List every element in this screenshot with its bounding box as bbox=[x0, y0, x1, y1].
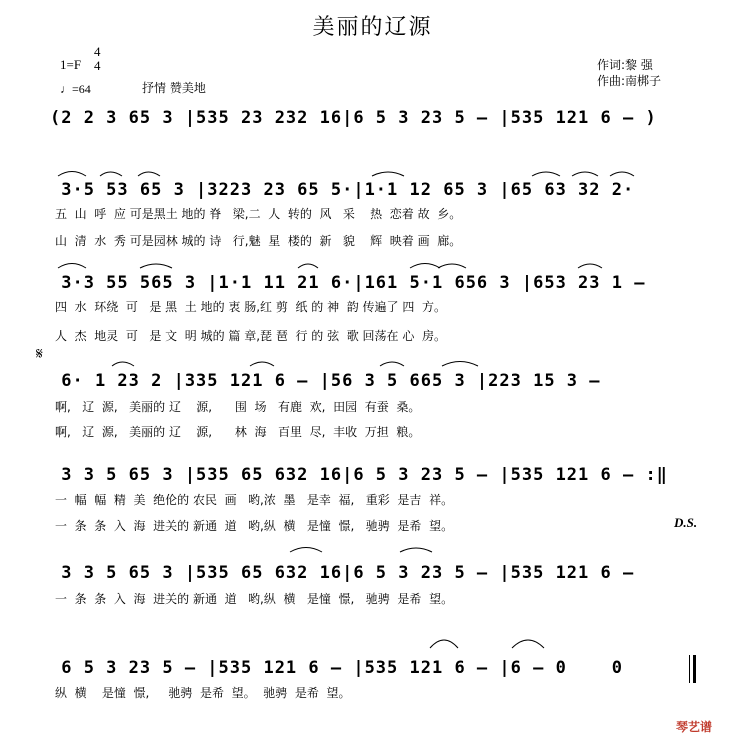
lyricist-credit: 作词:黎 强 bbox=[597, 58, 653, 72]
key-signature: 1=F bbox=[60, 57, 82, 72]
slur-mark bbox=[298, 264, 318, 268]
slur-mark bbox=[58, 172, 86, 177]
lyric-line-4b: 一 条 条 入 海 进关的 新通 道 哟,纵 横 是憧 憬, 驰骋 是希 望。 bbox=[55, 519, 454, 533]
notation-row-3: 6· 1 23 2 |335 121 6 – |56 3 5 665 3 |223 15 3 – bbox=[50, 371, 601, 391]
slur-mark bbox=[290, 548, 322, 553]
lyric-line-2b: 人 杰 地灵 可 是 文 明 城的 篇 章,琵 琶 行 的 弦 歌 回荡在 心 房。 bbox=[55, 329, 446, 343]
expression-marking: 抒情 赞美地 bbox=[142, 81, 206, 95]
slur-mark bbox=[512, 640, 544, 648]
notation-row-1: 3·5 53 65 3 |3223 23 65 5·|1·1 12 65 3 |65 63 32 2· bbox=[50, 180, 635, 200]
slur-mark bbox=[250, 362, 274, 366]
slur-mark bbox=[372, 172, 404, 176]
lyric-line-3a: 啊, 辽 源, 美丽的 辽 源, 围 场 有鹿 欢, 田园 有蚕 桑。 bbox=[55, 400, 421, 414]
slur-mark bbox=[430, 640, 458, 648]
notation-row-6: 6 5 3 23 5 – |535 121 6 – |535 121 6 – |6 – 0 0 bbox=[50, 658, 623, 678]
lyric-line-6a: 纵 横 是憧 憬, 驰骋 是希 望。 驰骋 是希 望。 bbox=[55, 686, 351, 700]
notation-row-5: 3 3 5 65 3 |535 65 632 16|6 5 3 23 5 – |535 121 6 – bbox=[50, 563, 635, 583]
slur-mark bbox=[400, 548, 432, 552]
quarter-note-icon: ♩ bbox=[60, 82, 72, 96]
slur-mark bbox=[442, 362, 478, 367]
slur-mark bbox=[572, 172, 598, 176]
tempo-value: =64 bbox=[72, 82, 91, 96]
slur-mark bbox=[112, 362, 134, 366]
slur-mark bbox=[58, 264, 86, 269]
slur-mark bbox=[610, 172, 634, 176]
composer-credit: 作曲:南梆子 bbox=[597, 74, 662, 88]
slur-mark bbox=[410, 264, 440, 269]
slur-mark bbox=[380, 362, 404, 366]
da-segno-marking: D.S. bbox=[674, 515, 698, 530]
lyric-line-2a: 四 水 环绕 可 是 黑 土 地的 衷 肠,红 剪 纸 的 神 韵 传遍了 四 方。 bbox=[55, 300, 446, 314]
slur-mark bbox=[138, 172, 160, 176]
time-signature-top: 4 bbox=[94, 44, 101, 59]
lyric-line-1a: 五 山 呼 应 可是黑土 地的 脊 梁,二 人 转的 风 采 热 恋着 故 乡。 bbox=[55, 207, 462, 221]
lyric-line-1b: 山 清 水 秀 可是园林 城的 诗 行,魅 星 楼的 新 貌 辉 映着 画 廊。 bbox=[55, 234, 462, 248]
slur-mark bbox=[578, 264, 602, 268]
lyric-line-4a: 一 幅 幅 精 美 绝伦的 农民 画 哟,浓 墨 是幸 福, 重彩 是吉 祥。 bbox=[55, 493, 454, 507]
lyric-line-5a: 一 条 条 入 海 进关的 新通 道 哟,纵 横 是憧 憬, 驰骋 是希 望。 bbox=[55, 592, 454, 606]
lyric-line-3b: 啊, 辽 源, 美丽的 辽 源, 林 海 百里 尽, 丰收 万担 粮。 bbox=[55, 425, 421, 439]
slur-mark bbox=[532, 172, 560, 176]
segno-sign: 𝄋 bbox=[36, 344, 43, 363]
notation-row-4: 3 3 5 65 3 |535 65 632 16|6 5 3 23 5 – |535 121 6 – :‖ bbox=[50, 465, 668, 485]
notation-row-intro: (2 2 3 65 3 |535 23 232 16|6 5 3 23 5 – |535 121 6 – ) bbox=[50, 108, 657, 128]
slur-mark bbox=[100, 172, 122, 176]
slur-mark bbox=[438, 264, 466, 268]
slur-mark bbox=[140, 264, 172, 268]
watermark-logo: 琴艺谱 bbox=[676, 720, 713, 734]
song-title: 美丽的辽源 bbox=[312, 15, 433, 40]
time-signature-bottom: 4 bbox=[94, 58, 101, 73]
notation-row-2: 3·3 55 565 3 |1·1 11 21 6·|161 5·1 656 3 |653 23 1 – bbox=[50, 273, 646, 293]
